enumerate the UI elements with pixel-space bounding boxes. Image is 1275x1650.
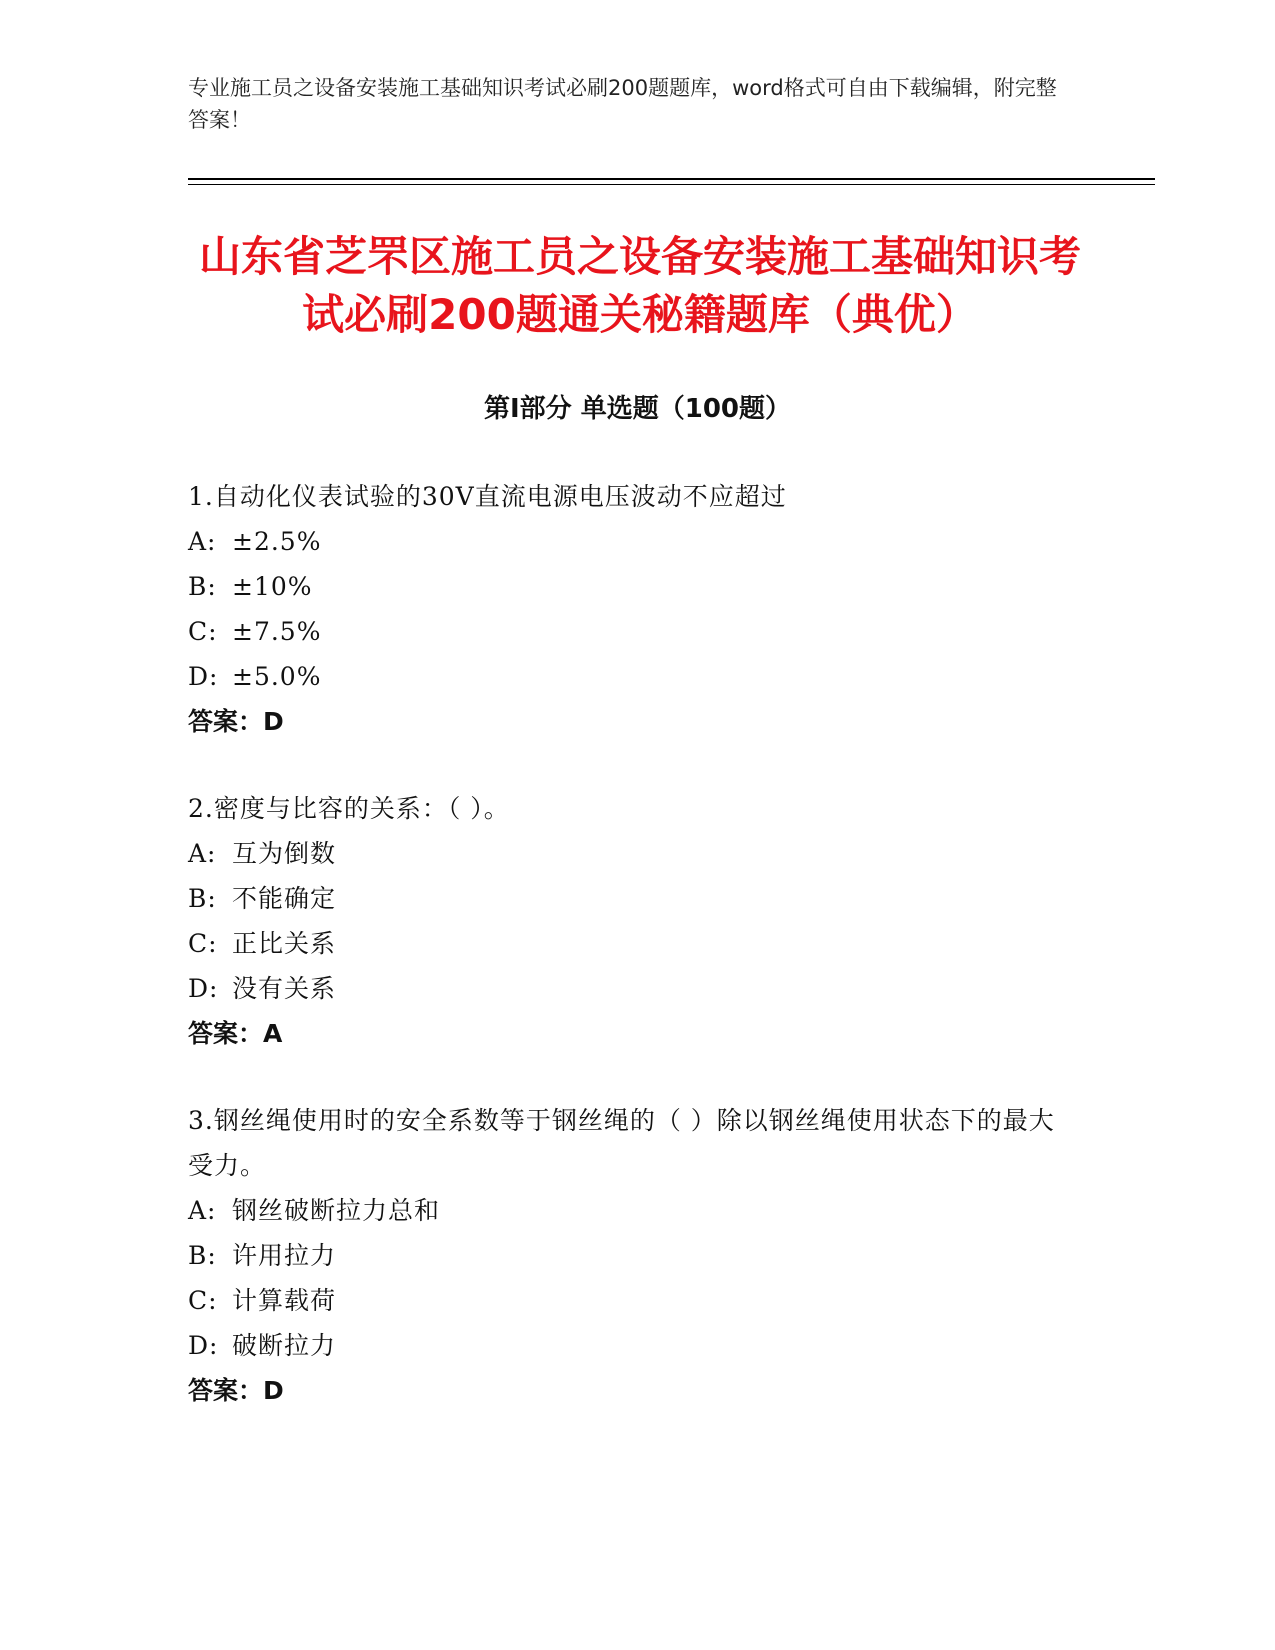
- option-d: [188, 966, 1068, 1011]
- option-text: ±5.0%: [232, 662, 322, 691]
- option-letter: D:: [188, 974, 219, 1003]
- option-a: [188, 831, 1068, 876]
- option-d: [188, 1323, 1068, 1368]
- option-letter: C:: [188, 617, 218, 646]
- option-letter: C:: [188, 1286, 218, 1315]
- question-2: [188, 786, 1068, 1056]
- option-text: 许用拉力: [232, 1241, 337, 1270]
- header-note: 专业施工员之设备安装施工基础知识考试必刷200题题库，word格式可自由下载编辑，附完整答案！: [188, 76, 1057, 132]
- option-letter: A:: [188, 1196, 217, 1225]
- option-letter: D:: [188, 1331, 219, 1360]
- option-text: 计算载荷: [232, 1286, 337, 1315]
- answer: 答案：D: [188, 707, 284, 736]
- answer: 答案：D: [188, 1376, 284, 1405]
- option-text: ±2.5%: [232, 527, 322, 556]
- header-rule-thin: [188, 184, 1155, 185]
- option-letter: C:: [188, 929, 218, 958]
- question-1: [188, 474, 1068, 744]
- option-b: [188, 876, 1068, 921]
- option-b: [188, 564, 1068, 609]
- question-list: [188, 474, 1068, 1455]
- question-stem: 3.钢丝绳使用时的安全系数等于钢丝绳的（ ）除以钢丝绳使用状态下的最大受力。: [188, 1106, 1055, 1180]
- option-a: [188, 1188, 1068, 1233]
- option-text: 破断拉力: [232, 1331, 337, 1360]
- option-text: 正比关系: [232, 929, 337, 958]
- option-letter: B:: [188, 884, 217, 913]
- option-c: [188, 609, 1068, 654]
- option-text: ±10%: [232, 572, 313, 601]
- document-title: 山东省芝罘区施工员之设备安装施工基础知识考试必刷200题通关秘籍题库（典优）: [198, 232, 1081, 339]
- option-c: [188, 1278, 1068, 1323]
- header-rule-thick: [188, 178, 1155, 180]
- option-letter: D:: [188, 662, 219, 691]
- question-3: [188, 1098, 1068, 1413]
- option-b: [188, 1233, 1068, 1278]
- option-text: ±7.5%: [232, 617, 322, 646]
- option-text: 没有关系: [232, 974, 337, 1003]
- option-a: [188, 519, 1068, 564]
- option-c: [188, 921, 1068, 966]
- option-d: [188, 654, 1068, 699]
- answer: 答案：A: [188, 1019, 283, 1048]
- section-heading: 第Ⅰ部分 单选题（100题）: [484, 394, 791, 424]
- option-letter: A:: [188, 527, 217, 556]
- option-letter: B:: [188, 1241, 217, 1270]
- option-letter: B:: [188, 572, 217, 601]
- option-text: 不能确定: [232, 884, 337, 913]
- question-stem: 1.自动化仪表试验的30V直流电源电压波动不应超过: [188, 482, 787, 511]
- option-text: 互为倒数: [232, 839, 337, 868]
- option-text: 钢丝破断拉力总和: [232, 1196, 441, 1225]
- option-letter: A:: [188, 839, 217, 868]
- question-stem: 2.密度与比容的关系：（ ）。: [188, 794, 510, 823]
